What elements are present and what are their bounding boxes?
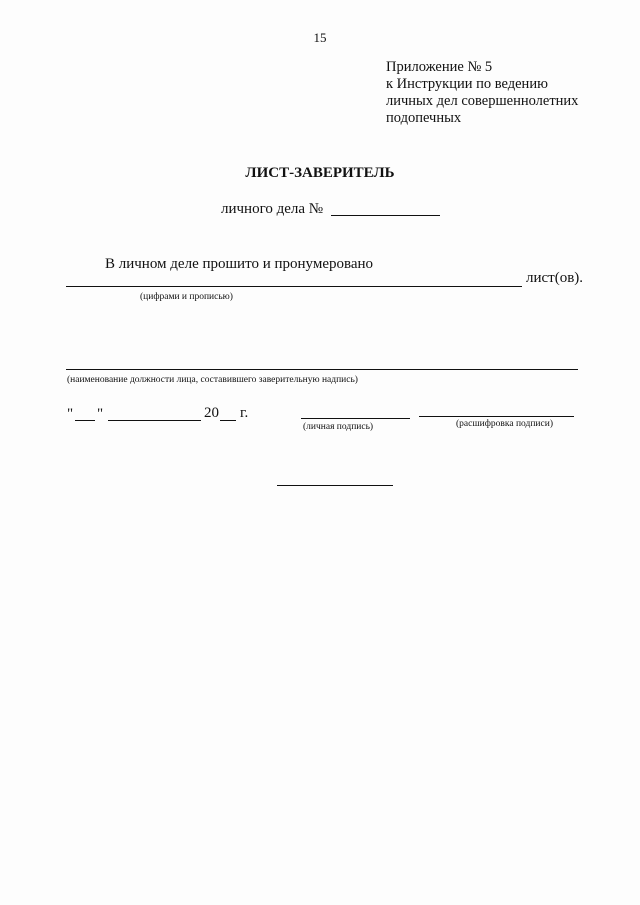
sewn-numbered-text: В личном деле прошито и пронумеровано — [105, 256, 374, 272]
date-quote-close: " — [97, 406, 104, 422]
page-number: 15 — [313, 30, 327, 45]
appendix-line-4: подопечных — [386, 110, 462, 126]
sheets-label: лист(ов). — [526, 270, 584, 286]
case-number-field[interactable] — [331, 215, 440, 216]
appendix-block — [386, 59, 578, 127]
document-title: ЛИСТ-ЗАВЕРИТЕЛЬ — [245, 165, 395, 181]
date-year-field[interactable] — [220, 420, 236, 421]
date-quote-open: " — [67, 406, 74, 422]
signature-field[interactable] — [301, 418, 410, 419]
date-month-field[interactable] — [108, 420, 201, 421]
date-day-field[interactable] — [75, 420, 95, 421]
position-caption: (наименование должности лица, составившего заверительную надпись) — [67, 375, 358, 385]
appendix-line-2: к Инструкции по ведению — [386, 76, 548, 92]
signature-decode-field[interactable] — [419, 416, 574, 417]
date-year-suffix: г. — [240, 405, 249, 421]
position-title-field[interactable] — [66, 369, 578, 370]
signature-caption: (личная подпись) — [303, 422, 374, 432]
case-number-label: личного дела № — [221, 201, 324, 217]
digits-caption: (цифрами и прописью) — [140, 292, 233, 302]
separator-line — [277, 485, 393, 486]
signature-decode-caption: (расшифровка подписи) — [456, 419, 553, 429]
appendix-line-3: личных дел совершеннолетних — [386, 93, 579, 109]
date-year-prefix: 20 — [204, 405, 219, 421]
sheet-count-field[interactable] — [66, 286, 522, 287]
appendix-line-1: Приложение № 5 — [386, 59, 493, 75]
